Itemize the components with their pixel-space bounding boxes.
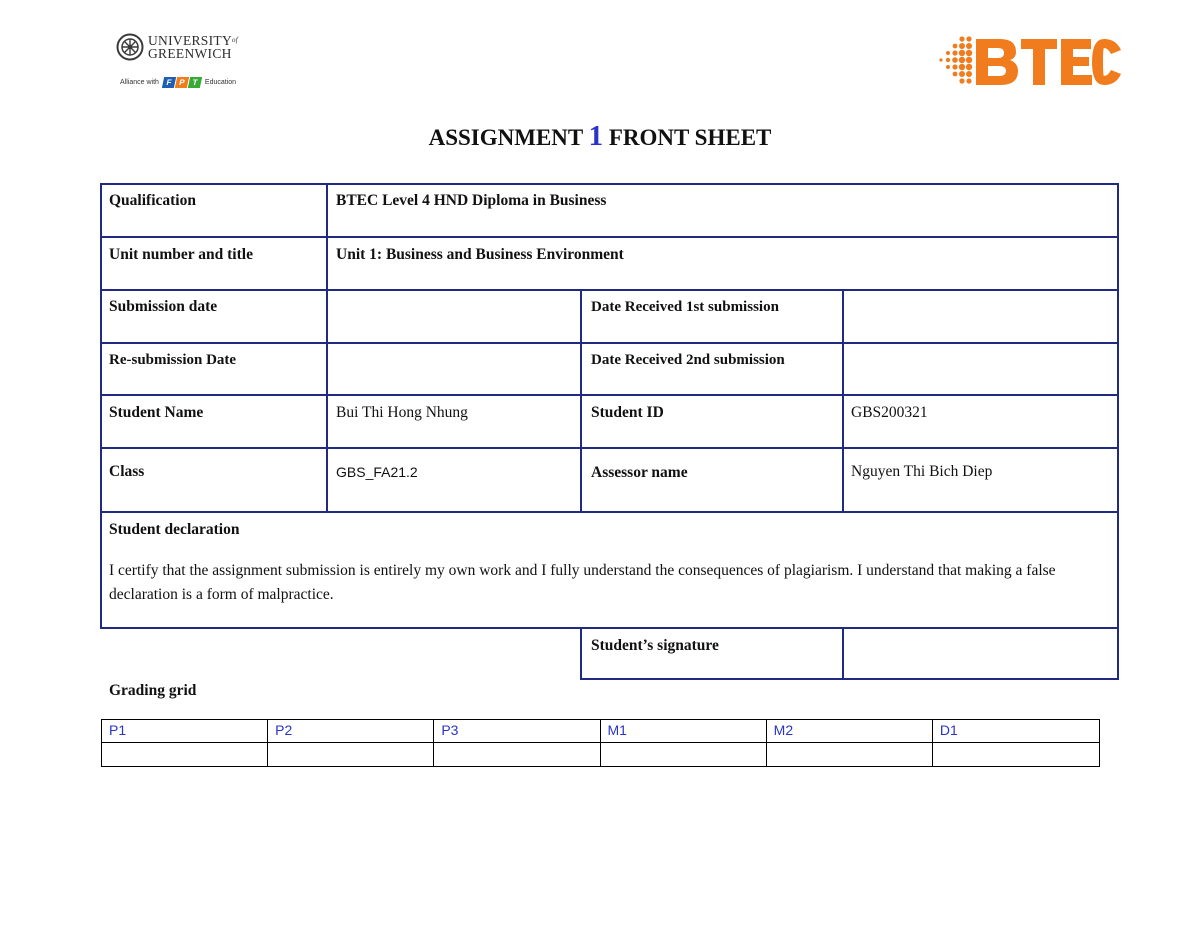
class-label: Class (109, 463, 145, 480)
signature-label: Student’s signature (591, 637, 719, 654)
grade-cell-m2[interactable] (767, 743, 933, 766)
university-crest-icon (116, 33, 144, 61)
grade-cell-d1[interactable] (933, 743, 1099, 766)
submission-date-label: Submission date (109, 298, 218, 315)
grade-cell-p1[interactable] (102, 743, 268, 766)
university-of-greenwich-logo (116, 33, 266, 97)
grade-header-p3: P3 (434, 720, 600, 743)
fpt-logo: F P T (163, 77, 202, 88)
student-id-value[interactable]: GBS200321 (851, 404, 928, 421)
grade-cell-m1[interactable] (601, 743, 767, 766)
declaration-label: Student declaration (109, 521, 240, 538)
unit-value: Unit 1: Business and Business Environment (336, 246, 624, 263)
student-name-label: Student Name (109, 404, 204, 421)
unit-label: Unit number and title (109, 246, 253, 263)
date-received-2-label: Date Received 2nd submission (591, 352, 785, 368)
assessor-label: Assessor name (591, 464, 688, 481)
btec-logo (936, 33, 1122, 93)
qualification-label: Qualification (109, 192, 196, 209)
university-name: $UNIVERSITY^{of}$ GREENWICH (148, 33, 239, 61)
grade-cell-p3[interactable] (434, 743, 600, 766)
grade-header-m2: M2 (767, 720, 933, 743)
qualification-value: BTEC Level 4 HND Diploma in Business (336, 192, 607, 209)
grade-header-d1: D1 (933, 720, 1099, 743)
grading-grid-title: Grading grid (109, 682, 197, 699)
page-title: ASSIGNMENT 1 FRONT SHEET (428, 120, 772, 152)
class-value[interactable]: GBS_FA21.2 (336, 464, 418, 480)
grade-header-m1: M1 (601, 720, 767, 743)
grade-header-p2: P2 (268, 720, 434, 743)
declaration-text: I certify that the assignment submission is entirely my own work and I fully understand the consequences of plagiarism. I understand that making a false declaration is a form of malpractice. (109, 562, 1056, 603)
grade-header-p1: P1 (102, 720, 268, 743)
assessor-value[interactable]: Nguyen Thi Bich Diep (851, 463, 993, 480)
date-received-1-label: Date Received 1st submission (591, 299, 779, 315)
resubmission-date-label: Re-submission Date (109, 352, 237, 368)
student-id-label: Student ID (591, 404, 664, 421)
assignment-number: 1 (588, 120, 604, 152)
student-name-value[interactable]: Bui Thi Hong Nhung (336, 404, 468, 421)
grading-grid (101, 719, 1100, 767)
fpt-alliance-logo: Alliance with F P T Education (120, 78, 237, 87)
grade-cell-p2[interactable] (268, 743, 434, 766)
